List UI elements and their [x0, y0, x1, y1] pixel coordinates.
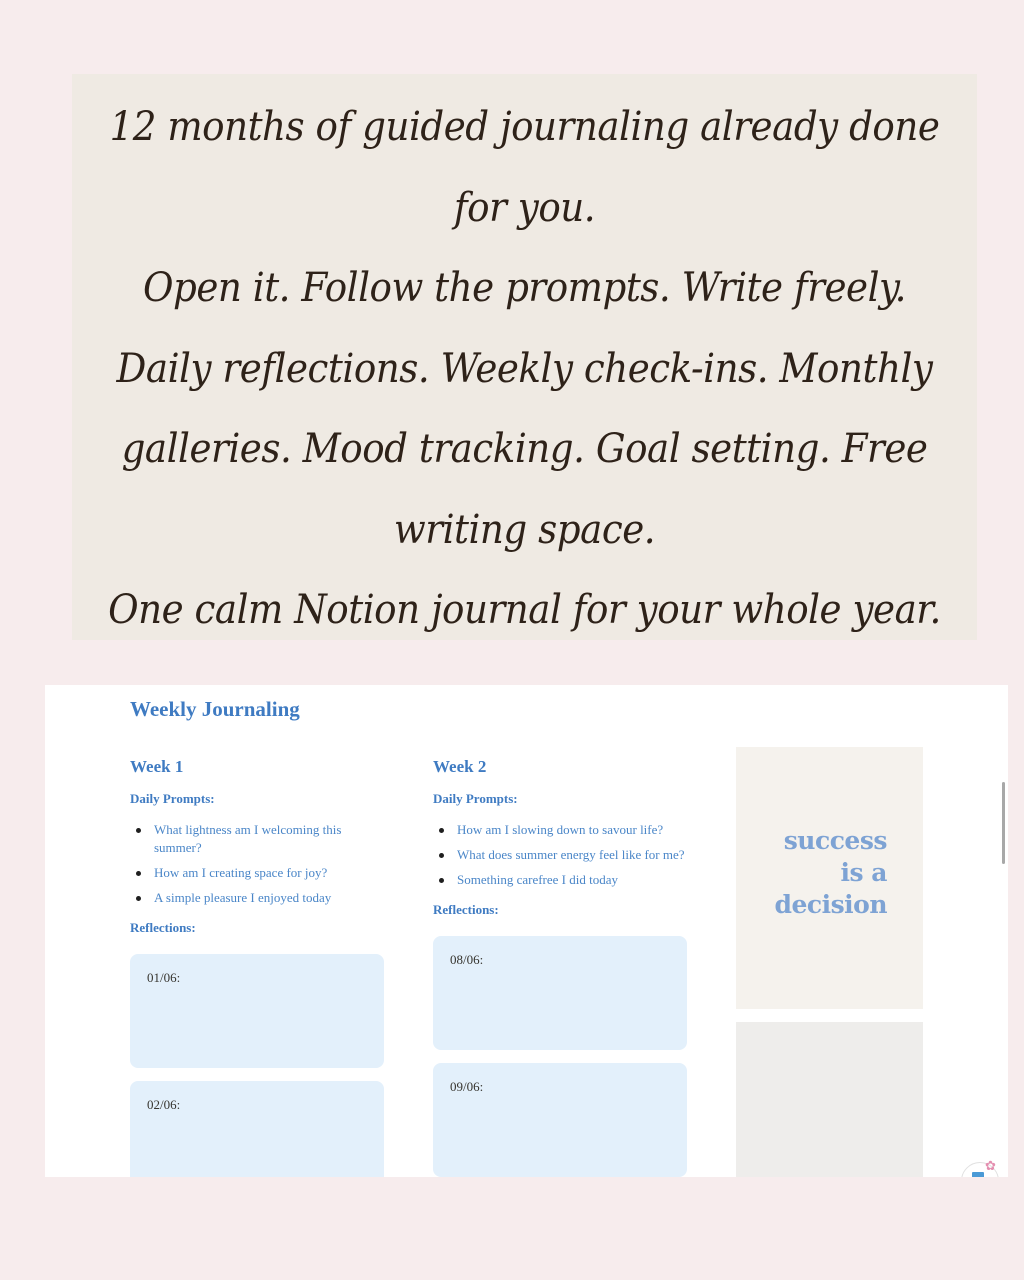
prompt-item[interactable] [130, 864, 384, 882]
bullet-icon [439, 853, 444, 858]
week-column-1 [130, 757, 384, 1177]
promo-line: 12 months of guided journaling already done [109, 104, 940, 150]
page-title: Weekly Journaling [130, 697, 300, 721]
bullet-icon [136, 871, 141, 876]
prompt-item[interactable] [130, 889, 384, 907]
reflection-card[interactable] [130, 1081, 384, 1177]
promo-line: Open it. Follow the prompts. Write freely. [142, 265, 907, 311]
prompt-text: Something carefree I did today [457, 872, 618, 887]
promo-line: for you. [453, 184, 596, 231]
promo-line: writing space. [393, 506, 656, 553]
help-badge-icon [972, 1172, 984, 1177]
prompt-list [433, 821, 687, 889]
promo-text-block [72, 74, 977, 640]
prompt-item[interactable] [433, 846, 687, 864]
prompt-item[interactable] [130, 821, 384, 857]
prompt-text: How am I slowing down to savour life? [457, 822, 664, 837]
flower-icon: ✿ [985, 1158, 996, 1173]
quote-image-card[interactable] [736, 747, 923, 1009]
quote-line: is a [840, 858, 887, 887]
promo-line: galleries. Mood tracking. Goal setting. Free [121, 426, 928, 472]
prompt-text: How am I creating space for joy? [154, 865, 328, 880]
notion-page-panel [45, 685, 1008, 1177]
week-heading: Week 2 [433, 757, 487, 776]
daily-prompts-label: Daily Prompts: [130, 791, 215, 806]
quote-line: success [783, 826, 887, 855]
week-column-2 [433, 757, 687, 1177]
reflection-date: 01/06: [147, 970, 181, 985]
reflection-date: 02/06: [147, 1097, 181, 1112]
prompt-text: What does summer energy feel like for me? [457, 847, 685, 862]
prompt-item[interactable] [433, 871, 687, 889]
quote-text [774, 825, 887, 921]
reflection-card[interactable] [433, 936, 687, 1050]
prompt-list [130, 821, 384, 907]
week-heading: Week 1 [130, 757, 184, 776]
prompt-text: A simple pleasure I enjoyed today [154, 890, 332, 905]
daily-prompts-label: Daily Prompts: [433, 791, 518, 806]
bullet-icon [439, 878, 444, 883]
reflections-label: Reflections: [433, 902, 499, 917]
reflection-card[interactable] [130, 954, 384, 1068]
bullet-icon [136, 896, 141, 901]
promo-copy [72, 74, 977, 640]
prompt-item[interactable] [433, 821, 687, 839]
bullet-icon [439, 828, 444, 833]
promo-line: One calm Notion journal for your whole year. [108, 587, 941, 633]
prompt-text: What lightness am I welcoming this summer? [154, 822, 342, 855]
reflections-label: Reflections: [130, 920, 196, 935]
reflection-date: 08/06: [450, 952, 484, 967]
reflection-date: 09/06: [450, 1079, 484, 1094]
scrollbar[interactable] [1002, 782, 1005, 864]
promo-line: Daily reflections. Weekly check-ins. Monthly [116, 345, 933, 392]
gallery-image-placeholder[interactable] [736, 1022, 923, 1177]
bullet-icon [136, 828, 141, 833]
quote-line: decision [774, 890, 887, 919]
reflection-card[interactable] [433, 1063, 687, 1177]
